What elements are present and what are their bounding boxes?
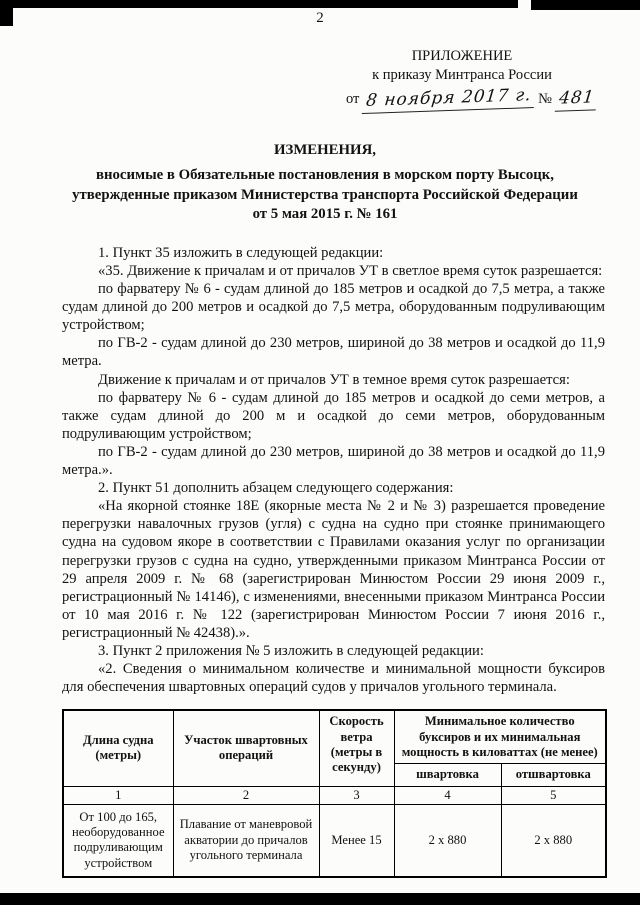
column-number: 3 — [319, 786, 394, 804]
appendix-date-line — [346, 84, 596, 111]
appendix-header — [346, 47, 596, 111]
scan-artifact-top-bar-right — [531, 0, 640, 10]
cell-mooring-section: Плавание от маневровой акватории до причалов угольного терминала — [173, 805, 319, 877]
table-header-row — [63, 710, 606, 764]
header-tugboat-minimum: Минимальное количество буксиров и их минимальная мощность в киловаттах (не менее) — [394, 710, 606, 764]
body-paragraph: 1. Пункт 35 изложить в следующей редакции: — [98, 244, 384, 261]
cell-unmooring-tugs: 2 х 880 — [501, 805, 606, 877]
title-line-1: ИЗМЕНЕНИЯ, — [274, 141, 376, 158]
appendix-label: ПРИЛОЖЕНИЕ — [411, 48, 513, 64]
tugboat-requirements-table — [62, 709, 607, 877]
cell-ship-length: От 100 до 165, необорудованное подруливающим устройством — [63, 805, 173, 877]
scan-artifact-top-left-corner — [0, 0, 13, 26]
body-paragraph: по фарватеру № 6 - судам длиной до 185 метров и осадкой до семи метров, а также судам длиной до 200 м и осадкой до семи метров, оборудованным подруливающим устройством; — [62, 389, 605, 442]
cell-wind-speed: Менее 15 — [319, 805, 394, 877]
document-title — [40, 141, 610, 225]
body-paragraph: «2. Сведения о минимальном количестве и минимальной мощности буксиров для обеспечения швартовных операций судов у причалов угольного терминала. — [62, 661, 605, 696]
document-body — [62, 244, 605, 696]
table-data-row — [63, 805, 606, 877]
body-paragraph: «35. Движение к причалам и от причалов УТ в светлое время суток разрешается: — [98, 263, 603, 279]
body-paragraph: Движение к причалам и от причалов УТ в темное время суток разрешается: — [98, 371, 570, 388]
title-line-4: от 5 мая 2015 г. № 161 — [252, 206, 398, 223]
body-paragraph: 2. Пункт 51 дополнить абзацем следующего содержания: — [98, 480, 454, 497]
scan-artifact-top-bar-left — [13, 0, 518, 8]
page-number: 2 — [316, 10, 324, 26]
body-paragraph: по ГВ-2 - судам длиной до 230 метров, шириной до 38 метров и осадкой до 11,9 метра.». — [62, 443, 605, 479]
table-column-number-row — [63, 786, 606, 804]
subheader-unmooring: отшвартовка — [501, 764, 606, 786]
cell-mooring-tugs: 2 х 880 — [394, 805, 501, 877]
column-number: 1 — [63, 786, 173, 804]
handwritten-date: 8 ноября 2017 г. — [362, 84, 536, 114]
body-paragraph: по ГВ-2 - судам длиной до 230 метров, шириной до 38 метров и осадкой до 11,9 метра. — [62, 335, 605, 370]
appendix-order-reference: к приказу Минтранса России — [372, 66, 552, 83]
number-sign: № — [538, 90, 552, 107]
title-line-2: вносимые в Обязательные постановления в морском порту Высоцк, — [96, 167, 554, 184]
body-paragraph: по фарватеру № 6 - судам длиной до 185 метров и осадкой до 7,5 метра, а также судам длиной до 200 метров и осадкой до 7,5 метра, оборудованным подруливающим устройством; — [62, 281, 605, 334]
header-wind-speed: Скорость ветра (метры в секунду) — [319, 710, 394, 786]
body-paragraph: «На якорной стоянке 18Е (якорные места № 2 и № 3) разрешается проведение перегрузки навалочных грузов (угля) с судна на судно при стоянке принимающего судна на судовом якоре в соответствии с Правилами оказания услуг по организации перегрузки грузов с судна на судно, утвержденными приказом Минтранса России от 29 апреля 2009 г. № 68 (зарегистрирован Минюстом России 29 июня 2009 г., регистрационный № 14146), с изменениями, внесенными приказом Минтранса России от 10 мая 2016 г. № 122 (зарегистрирован Минюстом России 7 июня 2016 г., регистрационный № 42438).». — [62, 498, 605, 641]
header-ship-length: Длина судна (метры) — [63, 710, 173, 786]
subheader-mooring: швартовка — [394, 764, 501, 786]
body-paragraph: 3. Пункт 2 приложения № 5 изложить в следующей редакции: — [98, 642, 484, 659]
column-number: 5 — [501, 786, 606, 804]
title-line-3: утвержденные приказом Министерства транспорта Российской Федерации — [72, 186, 578, 203]
handwritten-order-number: 481 — [554, 86, 598, 112]
column-number: 2 — [173, 786, 319, 804]
header-mooring-section: Участок швартовных операций — [173, 710, 319, 786]
from-label: от — [346, 90, 360, 107]
scan-artifact-bottom-bar — [0, 893, 640, 905]
column-number: 4 — [394, 786, 501, 804]
